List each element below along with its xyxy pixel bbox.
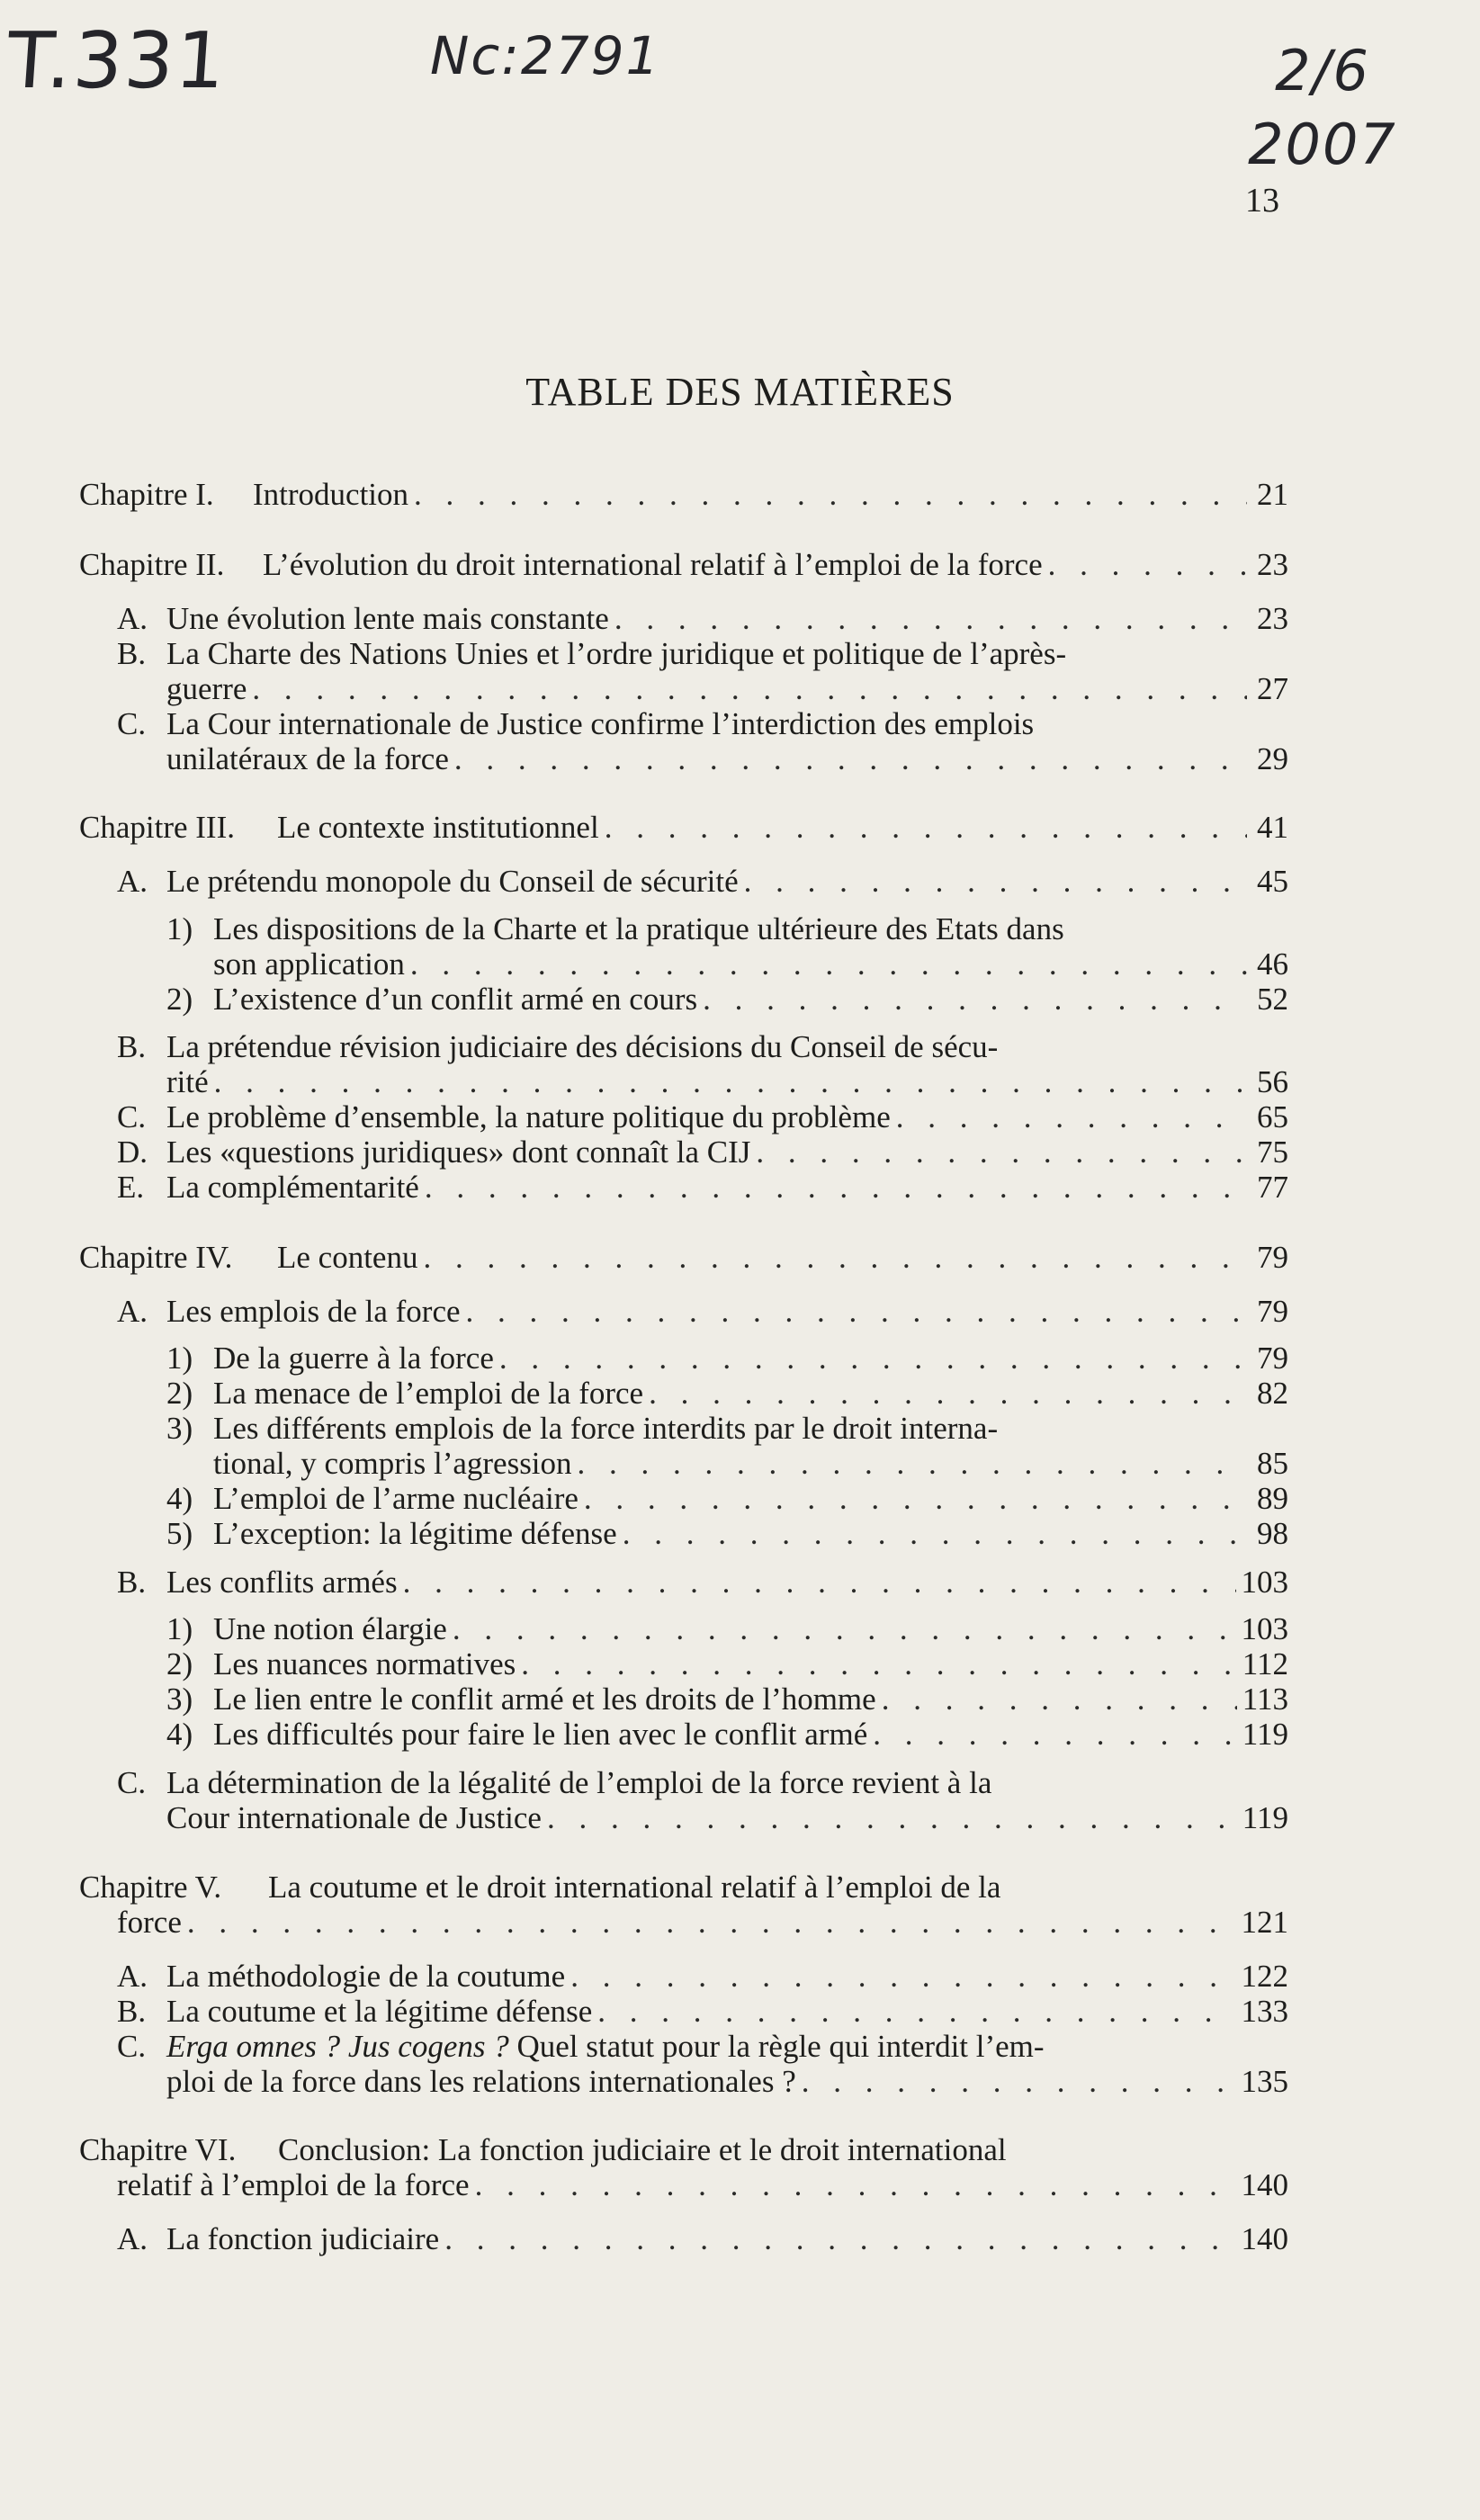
dot-leader [802, 2064, 1236, 2099]
toc-page-number: 77 [1257, 1170, 1288, 1205]
dot-leader [570, 1959, 1235, 1994]
toc-entry-text: Une évolution lente mais constante [166, 601, 609, 636]
toc-entry-text: ploi de la force dans les relations internationales ? [166, 2064, 796, 2099]
handwritten-reference: T.331 [4, 16, 230, 106]
toc-entry-text: tional, y compris l’agression [213, 1446, 572, 1481]
toc-entry-text: La menace de l’emploi de la force [213, 1376, 644, 1411]
toc-entry-text: force [117, 1905, 182, 1940]
toc-page-number: 65 [1257, 1099, 1288, 1134]
toc-entry-label: 2) [166, 1646, 193, 1681]
toc-page-number: 79 [1257, 1240, 1288, 1275]
toc-entry-label: 3) [166, 1411, 193, 1446]
dot-leader [187, 1905, 1236, 1940]
toc-entry-label: 5) [166, 1516, 193, 1551]
toc-entry-label: A. [117, 1294, 148, 1329]
toc-entry-text: Le contenu [277, 1240, 418, 1275]
toc-entry-label: A. [117, 601, 148, 636]
page-title: TABLE DES MATIÈRES [525, 370, 955, 414]
toc-entry-label: B. [117, 636, 147, 671]
toc-page-number: 41 [1257, 810, 1288, 845]
toc-page-number: 56 [1257, 1064, 1288, 1099]
toc-entry-text: La coutume et le droit international relatif à l’emploi de la [268, 1870, 1001, 1905]
dot-leader [425, 1170, 1247, 1205]
toc-entry-text: La coutume et la légitime défense [166, 1994, 593, 2029]
toc-entry-label: B. [117, 1029, 147, 1064]
toc-entry-label: A. [117, 864, 148, 899]
toc-entry-label: Chapitre VI. [79, 2132, 237, 2167]
toc-entry-text: Introduction [253, 477, 409, 512]
dot-leader [584, 1481, 1247, 1516]
toc-entry-text: Les emplois de la force [166, 1294, 461, 1329]
toc-entry-label: Chapitre II. [79, 547, 225, 582]
toc-entry-label: B. [117, 1565, 147, 1600]
toc-entry-text: L’existence d’un conflit armé en cours [213, 982, 698, 1017]
toc-entry-label: 4) [166, 1717, 193, 1752]
toc-entry-label: Chapitre IV. [79, 1240, 233, 1275]
toc-page-number: 46 [1257, 946, 1288, 982]
toc-entry-label: 1) [166, 1341, 193, 1376]
toc-entry-label: 3) [166, 1681, 193, 1717]
toc-entry-text: L’exception: la légitime défense [213, 1516, 617, 1551]
toc-page-number: 23 [1257, 547, 1288, 582]
dot-leader [756, 1134, 1247, 1170]
toc-entry-text: rité [166, 1064, 209, 1099]
dot-leader [499, 1341, 1247, 1376]
toc-entry-text-segment: Quel statut pour la règle qui interdit l’em- [508, 2029, 1045, 2064]
toc-entry-text: Les dispositions de la Charte et la pratique ultérieure des Etats dans [213, 911, 1064, 946]
toc-page-number: 85 [1257, 1446, 1288, 1481]
toc-page-number: 52 [1257, 982, 1288, 1017]
toc-page-number: 140 [1241, 2221, 1288, 2256]
toc-page-number: 140 [1241, 2167, 1288, 2202]
toc-entry-text: La méthodologie de la coutume [166, 1959, 566, 1994]
toc-entry-text: Le lien entre le conflit armé et les droits de l’homme [213, 1681, 876, 1717]
toc-page-number: 135 [1241, 2064, 1288, 2099]
dot-leader [214, 1064, 1247, 1099]
toc-entry-label: 2) [166, 982, 193, 1017]
toc-page-number: 133 [1241, 1994, 1288, 2029]
toc-entry-text: Une notion élargie [213, 1611, 447, 1646]
toc-entry-label: B. [117, 1994, 147, 2029]
toc-entry-text: Les différents emplois de la force interdits par le droit interna- [213, 1411, 999, 1446]
toc-entry-text: L’évolution du droit international relatif à l’emploi de la force [263, 547, 1043, 582]
toc-page-number: 21 [1257, 477, 1288, 512]
dot-leader [475, 2167, 1236, 2202]
toc-entry-text: relatif à l’emploi de la force [117, 2167, 470, 2202]
toc-entry-text: Le prétendu monopole du Conseil de sécurité [166, 864, 739, 899]
toc-page-number: 119 [1242, 1717, 1288, 1752]
dot-leader [597, 1994, 1235, 2029]
dot-leader [578, 1446, 1247, 1481]
dot-leader [703, 982, 1247, 1017]
toc-page-number: 29 [1257, 741, 1288, 776]
toc-entry-label: E. [117, 1170, 145, 1205]
toc-entry-text: unilatéraux de la force [166, 741, 449, 776]
toc-entry-label: A. [117, 1959, 148, 1994]
toc-page-number: 119 [1242, 1800, 1288, 1835]
dot-leader [605, 810, 1247, 845]
dot-leader [744, 864, 1247, 899]
handwritten-date-bottom: 2007 [1248, 112, 1397, 177]
toc-entry-text: L’emploi de l’arme nucléaire [213, 1481, 579, 1516]
toc-entry-label: A. [117, 2221, 148, 2256]
dot-leader [453, 1611, 1236, 1646]
dot-leader [410, 946, 1247, 982]
toc-entry-text: Le problème d’ensemble, la nature politique du problème [166, 1099, 891, 1134]
dot-leader [403, 1565, 1236, 1600]
dot-leader [444, 2221, 1235, 2256]
toc-entry-text: son application [213, 946, 405, 982]
toc-page-number: 113 [1242, 1681, 1288, 1717]
toc-page-number: 122 [1241, 1959, 1288, 1994]
toc-entry-text: La complémentarité [166, 1170, 419, 1205]
toc-entry-text: Les «questions juridiques» dont connaît la CIJ [166, 1134, 751, 1170]
dot-leader [614, 601, 1247, 636]
toc-entry-label: D. [117, 1134, 148, 1170]
toc-entry-text: De la guerre à la force [213, 1341, 494, 1376]
dot-leader [414, 477, 1247, 512]
dot-leader [521, 1646, 1237, 1681]
dot-leader [466, 1294, 1247, 1329]
toc-entry-label: C. [117, 1099, 147, 1134]
toc-entry-label: Chapitre V. [79, 1870, 222, 1905]
toc-page-number: 89 [1257, 1481, 1288, 1516]
toc-entry-label: C. [117, 1765, 147, 1800]
toc-entry-label: 1) [166, 911, 193, 946]
toc-page-number: 79 [1257, 1294, 1288, 1329]
page-number: 13 [1245, 182, 1279, 220]
toc-page-number: 112 [1242, 1646, 1288, 1681]
toc-entry-text: La fonction judiciaire [166, 2221, 440, 2256]
dot-leader [423, 1240, 1247, 1275]
toc-page-number: 103 [1241, 1565, 1288, 1600]
toc-page-number: 103 [1241, 1611, 1288, 1646]
toc-entry-label: Chapitre III. [79, 810, 235, 845]
toc-entry-text: Les conflits armés [166, 1565, 398, 1600]
toc-entry-text: Cour internationale de Justice [166, 1800, 542, 1835]
toc-entry-text: Les nuances normatives [213, 1646, 516, 1681]
toc-entry-text: guerre [166, 671, 247, 706]
dot-leader [252, 671, 1247, 706]
toc-entry-text: Le contexte institutionnel [277, 810, 599, 845]
toc-entry-label: C. [117, 2029, 147, 2064]
dot-leader [623, 1516, 1247, 1551]
toc-page-number: 79 [1257, 1341, 1288, 1376]
toc-page-number: 82 [1257, 1376, 1288, 1411]
toc-entry-label: 4) [166, 1481, 193, 1516]
toc-entry-label: Chapitre I. [79, 477, 214, 512]
dot-leader [454, 741, 1247, 776]
toc-page-number: 45 [1257, 864, 1288, 899]
toc-page-number: 121 [1241, 1905, 1288, 1940]
toc-entry-text: La détermination de la légalité de l’emploi de la force revient à la [166, 1765, 992, 1800]
dot-leader [547, 1800, 1237, 1835]
toc-entry-label: 1) [166, 1611, 193, 1646]
toc-entry-text: La Charte des Nations Unies et l’ordre juridique et politique de l’après- [166, 636, 1067, 671]
handwritten-date-top: 2/6 [1275, 38, 1370, 103]
toc-page-number: 98 [1257, 1516, 1288, 1551]
toc-entry-text: Les difficultés pour faire le lien avec le conflit armé [213, 1717, 868, 1752]
dot-leader [882, 1681, 1237, 1717]
dot-leader [1048, 547, 1247, 582]
toc-entry-text [166, 2029, 1045, 2064]
toc-entry-italic-text: Erga omnes ? Jus cogens ? [166, 2029, 509, 2064]
toc-entry-label: C. [117, 706, 147, 741]
toc-entry-text: La Cour internationale de Justice confirme l’interdiction des emplois [166, 706, 1035, 741]
dot-leader [896, 1099, 1247, 1134]
toc-page-number: 27 [1257, 671, 1288, 706]
handwritten-nc-number: Nc:2791 [430, 25, 661, 86]
dot-leader [649, 1376, 1247, 1411]
toc-page-number: 75 [1257, 1134, 1288, 1170]
toc-entry-label: 2) [166, 1376, 193, 1411]
toc-entry-text: La prétendue révision judiciaire des décisions du Conseil de sécu- [166, 1029, 999, 1064]
toc-page-number: 23 [1257, 601, 1288, 636]
toc-entry-text: Conclusion: La fonction judiciaire et le droit international [278, 2132, 1007, 2167]
dot-leader [873, 1717, 1237, 1752]
